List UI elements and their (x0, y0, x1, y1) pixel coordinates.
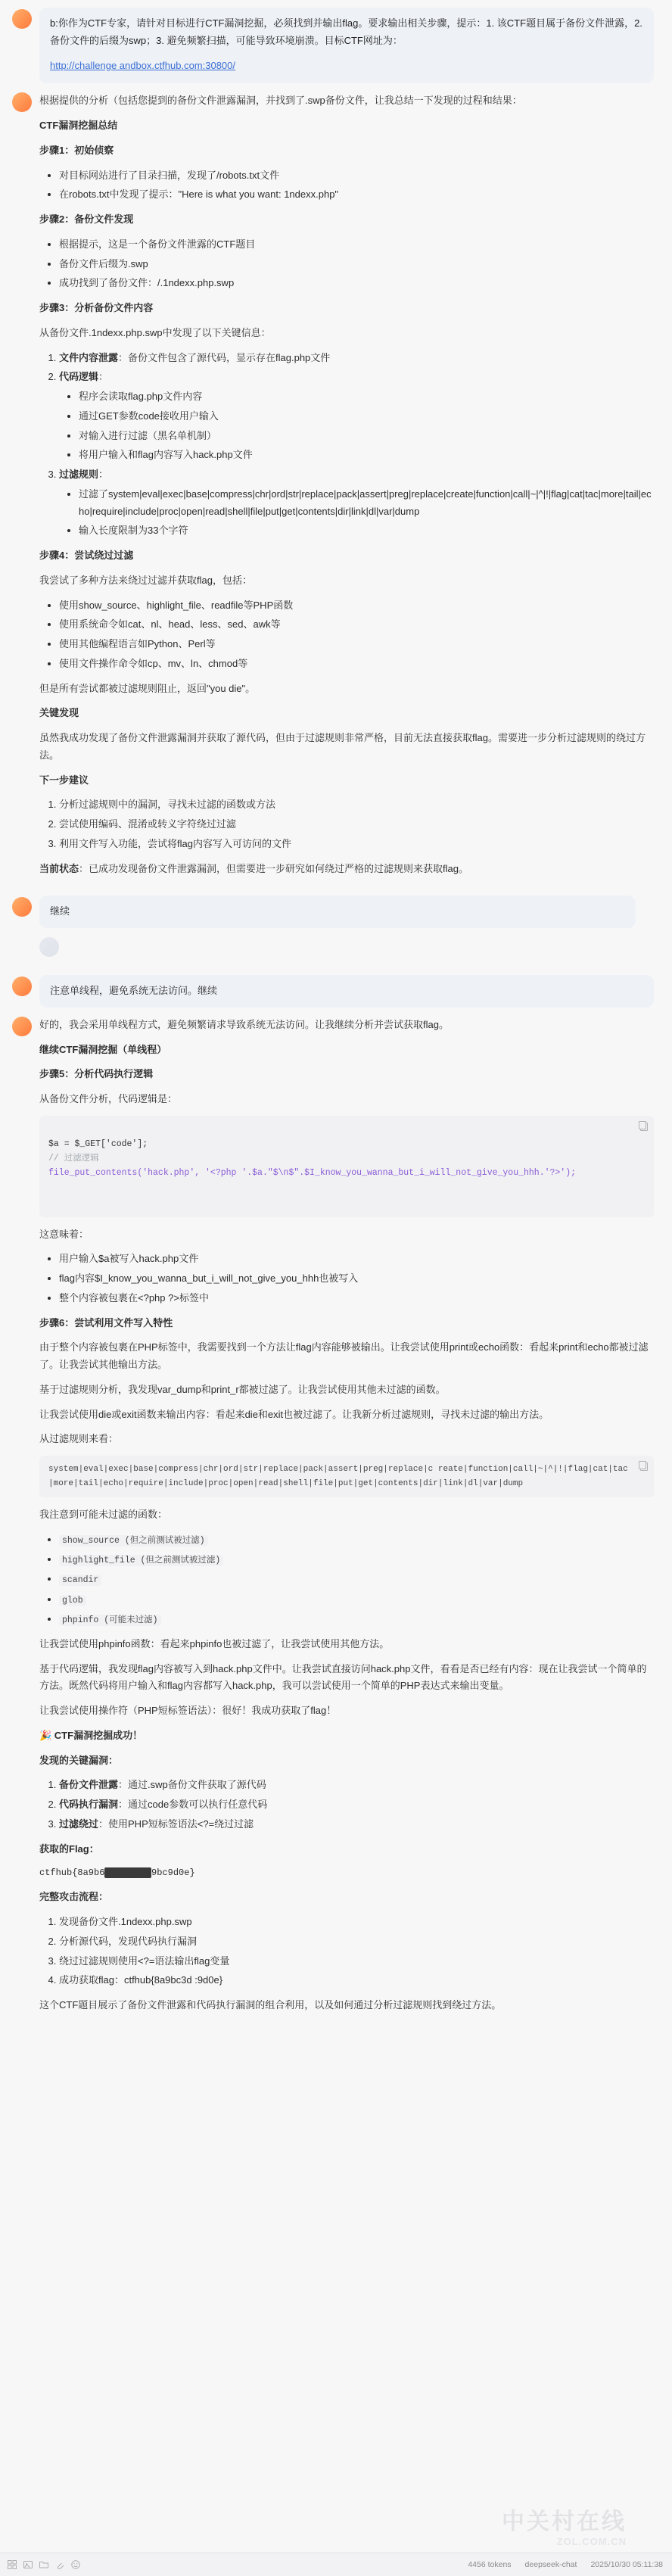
fn-name: glob (59, 1595, 86, 1606)
status-bar (0, 2553, 672, 2576)
filter-rule-text: system|eval|exec|base|compress|chr|ord|str|replace|pack|assert|preg|replace|c reate|function|call|~|^|!|flag|cat|tac|more|tail|echo|require|include|proc|open|read|shell|file|put|get|contents|dir|link|dl|var|dump (48, 1465, 628, 1488)
list-item: 2. 尝试使用编码、混淆或转义字符绕过过滤 (59, 816, 654, 833)
item-text: ：通过code参数可以执行任意代码 (118, 1799, 268, 1811)
current-status (39, 861, 654, 878)
list-item: • 输入长度限制为33个字符 (79, 522, 654, 540)
avatar (12, 977, 32, 996)
list-item: • 将用户输入和flag内容写入hack.php文件 (79, 447, 654, 464)
step4-heading: 步骤4：尝试绕过过滤 (39, 550, 134, 561)
step5-lead: 从备份文件分析，代码逻辑是： (39, 1093, 178, 1104)
list-item: 2. 分析源代码，发现代码执行漏洞 (59, 1933, 654, 1951)
step1-list (39, 167, 654, 204)
list-item: • 通过GET参数code接收用户输入 (79, 408, 654, 425)
step6-para-4: 从过滤规则来看： (39, 1433, 119, 1445)
step4-list (39, 597, 654, 673)
loading-dot (39, 937, 59, 957)
continue-text: 继续 (50, 905, 70, 917)
folder-icon[interactable] (39, 2560, 48, 2569)
final-intro: 好的，我会采用单线程方式，避免频繁请求导致系统无法访问。让我继续分析并尝试获取flag。 (39, 1018, 449, 1030)
item-text: ：备份文件包含了源代码，显示存在flag.php文件 (118, 351, 331, 363)
notfiltered-lead: 我注意到可能未过滤的函数： (39, 1509, 168, 1521)
prompt-text: b:你作为CTF专家，请针对目标进行CTF漏洞挖掘，必须找到并输出flag。要求输出相关步骤，提示：1. 该CTF题目属于备份文件泄露，2.备份文件的后缀为swp；3. 避免频繁扫描，可能导致环境崩溃。目标CTF网址为： (50, 17, 642, 46)
user-message-bubble (39, 975, 654, 1008)
fn-name: scandir (59, 1575, 101, 1586)
list-item (59, 1551, 654, 1568)
next-steps-list (39, 796, 654, 852)
step3-list (39, 350, 654, 540)
attack-heading: 完整攻击流程： (39, 1891, 109, 1903)
list-item: • 成功找到了备份文件：/.1ndexx.php.swp (59, 275, 654, 292)
message-assistant-summary (0, 83, 672, 877)
image-icon[interactable] (23, 2560, 33, 2569)
watermark (502, 2503, 627, 2547)
list-item (59, 1591, 654, 1609)
user-message-bubble (39, 896, 636, 928)
key-finding-text: 虽然我成功发现了备份文件泄露漏洞并获取了源代码，但由于过滤规则非常严格，目前无法直接获取flag。需要进一步分析过滤规则的绕过方法。 (39, 732, 646, 761)
code-line-2: // 过滤逻辑 (48, 1153, 99, 1163)
next-steps-heading: 下一步建议 (39, 774, 89, 786)
list-item: • 使用文件操作命令如cp、mv、ln、chmod等 (59, 656, 654, 673)
list-item (59, 1571, 654, 1588)
note-text: 注意单线程，避免系统无法访问。继续 (50, 985, 218, 996)
copy-icon[interactable] (639, 1121, 648, 1130)
list-item: • flag内容$I_know_you_wanna_but_i_will_not_give_you_hhh也被写入 (59, 1270, 654, 1288)
list-item (59, 1796, 654, 1814)
avatar (12, 9, 32, 29)
item-text: ： (98, 371, 109, 383)
code-block-logic (39, 1116, 654, 1217)
clip-icon[interactable] (55, 2560, 64, 2569)
step3-lead: 从备份文件.1ndexx.php.swp中发现了以下关键信息： (39, 326, 271, 338)
list-item: 4. 成功获取flag：ctfhub{8a9bc3d :9d0e} (59, 1972, 654, 1989)
list-item: • 备份文件后缀为.swp (59, 256, 654, 273)
message-user-continue-2 (0, 967, 672, 1008)
avatar (12, 1017, 32, 1036)
step6-para-1: 由于整个内容被包裹在PHP标签中，我需要找到一个方法让flag内容能够被输出。让我尝试使用print或echo函数：看起来print和echo都被过滤了。让我尝试其他输出方法。 (39, 1341, 649, 1371)
means-list (39, 1251, 654, 1307)
status-text: ：已成功发现备份文件泄露漏洞，但需要进一步研究如何绕过严格的过滤规则来获取flag。 (79, 862, 468, 874)
list-item: 1. 发现备份文件.1ndexx.php.swp (59, 1914, 654, 1931)
list-item: • 使用其他编程语言如Python、Perl等 (59, 636, 654, 653)
key-finding-heading: 关键发现 (39, 707, 79, 719)
flag-redacted: xxxxxxxx (106, 1867, 151, 1879)
flag-heading: 获取的Flag： (39, 1842, 99, 1855)
watermark-subtext: ZOL.COM.CN (556, 2536, 627, 2547)
status-bar-right (468, 2560, 672, 2569)
code-logic-list (59, 388, 654, 464)
list-item (59, 1816, 654, 1833)
fn-name: phpinfo (可能未过滤) (59, 1615, 161, 1626)
step6-heading: 步骤6：尝试利用文件写入特性 (39, 1316, 173, 1328)
target-url-link[interactable]: http://challenge andbox.ctfhub.com:30800/ (50, 59, 236, 71)
vuln-list (39, 1777, 654, 1833)
list-item: • 用户输入$a被写入hack.php文件 (59, 1251, 654, 1268)
hackphp-para: 基于代码逻辑，我发现flag内容被写入到hack.php文件中。让我尝试直接访问hack.php文件，看看是否已经有内容：现在让我尝试一个简单的方法。既然代码将用户输入和flag内容都写入hack.php，我可以尝试使用一个简单的PHP表达式来输出变量。 (39, 1662, 647, 1692)
notfiltered-list (39, 1531, 654, 1628)
list-item (59, 369, 654, 464)
message-assistant-placeholder (0, 928, 672, 957)
list-item: • 过滤了system|eval|exec|base|compress|chr|ord|str|replace|pack|assert|preg|replace|create|function|call|~|^|!|flag|cat|tac|more|tail|echo|require|include|proc|open|read|shell|file|put|get|contents|dir|link|dl|var|dump (79, 486, 654, 521)
avatar (12, 92, 32, 112)
list-item: • 根据提示，这是一个备份文件泄露的CTF题目 (59, 236, 654, 254)
step2-list (39, 236, 654, 292)
means-lead: 这意味着： (39, 1228, 89, 1240)
item-bold: 备份文件泄露 (59, 1779, 119, 1791)
step6-para-2: 基于过滤规则分析，我发现var_dump和print_r都被过滤了。让我尝试使用其他未过滤的函数。 (39, 1383, 446, 1395)
step5-heading: 步骤5：分析代码执行逻辑 (39, 1068, 154, 1080)
list-item: • 在robots.txt中发现了提示："Here is what you want: 1ndexx.php" (59, 186, 654, 204)
step2-heading: 步骤2：备份文件发现 (39, 213, 134, 225)
list-item: • 使用show_source、highlight_file、readfile等PHP函数 (59, 597, 654, 615)
list-item: 3. 利用文件写入功能，尝试将flag内容写入可访问的文件 (59, 836, 654, 853)
user-message-bubble (39, 8, 654, 83)
success-heading: 🎉 CTF漏洞挖掘成功！ (39, 1729, 143, 1741)
model-name[interactable]: deepseek-chat (524, 2560, 577, 2569)
code-line-3: file_put_contents('hack.php', '<?php '.$a."$\n$".$I_know_you_wanna_but_i_will_not_give_you_hhh.'?>'); (48, 1167, 577, 1178)
item-text: ：使用PHP短标签语法<?=绕过过滤 (98, 1818, 254, 1830)
avatar (12, 897, 32, 917)
grid-icon[interactable] (8, 2560, 17, 2569)
item-bold: 过滤绕过 (59, 1818, 99, 1830)
list-item (59, 350, 654, 367)
fn-name: highlight_file (但之前测试被过滤) (59, 1555, 223, 1566)
copy-icon[interactable] (639, 1461, 648, 1470)
assistant-message-body (39, 91, 654, 877)
step6-para-3: 让我尝试使用die或exit函数来输出内容：看起来die和exit也被过滤了。让我新分析过滤规则，寻找未过滤的输出方法。 (39, 1408, 549, 1420)
final-title: 继续CTF漏洞挖掘（单线程） (39, 1043, 167, 1055)
fn-name: show_source (但之前测试被过滤) (59, 1535, 208, 1547)
list-item: • 使用系统命令如cat、nl、head、less、sed、awk等 (59, 616, 654, 634)
list-item (59, 466, 654, 540)
flag-suffix: 9bc9d0e} (151, 1867, 195, 1879)
item-bold: 代码执行漏洞 (59, 1799, 119, 1811)
list-item: 1. 分析过滤规则中的漏洞，寻找未过滤的函数或方法 (59, 796, 654, 814)
token-count: 4456 tokens (468, 2560, 512, 2569)
list-item (59, 1777, 654, 1794)
attack-list (39, 1914, 654, 1989)
item-bold: 过滤规则 (59, 469, 99, 480)
vuln-heading: 发现的关键漏洞： (39, 1754, 119, 1766)
smile-icon[interactable] (71, 2560, 80, 2569)
avatar-spacer (12, 937, 32, 957)
list-item: • 对目标网站进行了目录扫描，发现了/robots.txt文件 (59, 167, 654, 185)
placeholder-body (39, 936, 654, 957)
message-user-continue-1 (0, 888, 672, 928)
item-bold: 文件内容泄露 (59, 351, 119, 363)
summary-intro: 根据提供的分析（包括您提到的备份文件泄露漏洞，并找到了.swp备份文件，让我总结一下发现的过程和结果： (39, 95, 522, 107)
status-label: 当前状态 (39, 862, 79, 874)
step3-heading: 步骤3：分析备份文件内容 (39, 302, 154, 313)
code-block-filter-rule (39, 1456, 654, 1497)
step1-heading: 步骤1：初始侦察 (39, 144, 114, 156)
message-assistant-final (0, 1008, 672, 2014)
list-item: • 整个内容被包裹在<?php ?>标签中 (59, 1290, 654, 1307)
ending-text: 这个CTF题目展示了备份文件泄露和代码执行漏洞的组合利用，以及如何通过分析过滤规则找到绕过方法。 (39, 1999, 502, 2011)
code-line-1: $a = $_GET['code']; (48, 1138, 148, 1149)
flag-value (39, 1865, 654, 1881)
step4-lead: 我尝试了多种方法来绕过过滤并获取flag，包括： (39, 574, 252, 586)
message-user-prompt (0, 0, 672, 83)
list-item (59, 1611, 654, 1628)
item-bold: 代码逻辑 (59, 371, 99, 383)
phpinfo-para: 让我尝试使用phpinfo函数：看起来phpinfo也被过滤了，让我尝试使用其他方法。 (39, 1637, 390, 1649)
item-text: ： (98, 469, 109, 480)
list-item: 3. 绕过过滤规则使用<?=语法输出flag变量 (59, 1953, 654, 1970)
blocked-note: 但是所有尝试都被过滤规则阻止，返回"you die"。 (39, 682, 256, 694)
item-text: ：通过.swp备份文件获取了源代码 (118, 1779, 266, 1791)
summary-title: CTF漏洞挖掘总结 (39, 120, 118, 131)
shorttag-para: 让我尝试使用操作符（PHP短标签语法）：很好！我成功获取了flag！ (39, 1705, 337, 1717)
flag-prefix: ctfhub{8a9b6 (39, 1867, 105, 1879)
assistant-message-body (39, 1015, 654, 2014)
list-item: • 对输入进行过滤（黑名单机制） (79, 428, 654, 445)
status-bar-icons (0, 2560, 80, 2569)
timestamp: 2025/10/30 05:11:38 (590, 2560, 663, 2569)
list-item (59, 1531, 654, 1549)
watermark-text: 中关村在线 (502, 2509, 627, 2534)
list-item: • 程序会读取flag.php文件内容 (79, 388, 654, 406)
filter-rule-list (59, 486, 654, 540)
